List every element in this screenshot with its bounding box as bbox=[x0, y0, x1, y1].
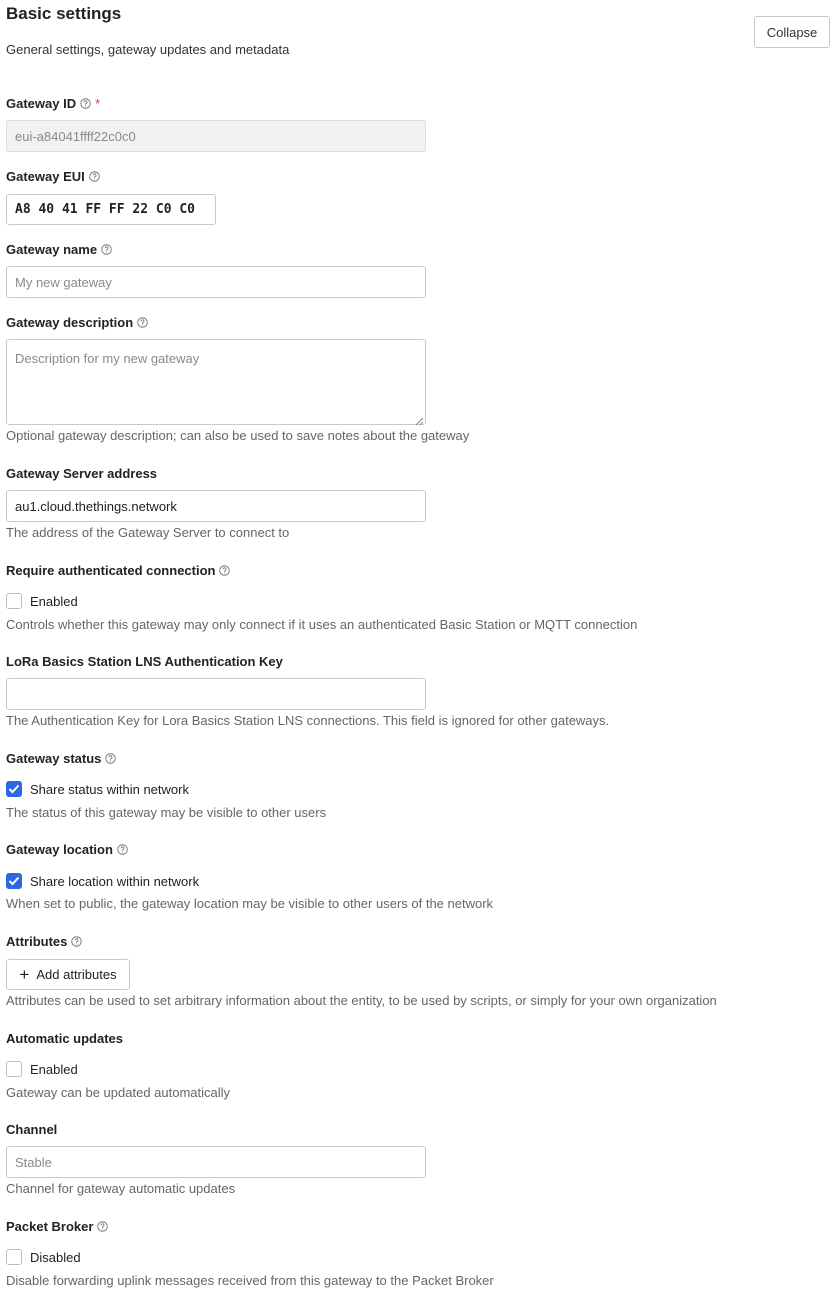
attributes-label bbox=[6, 934, 82, 949]
gateway-status-checkbox[interactable] bbox=[6, 781, 22, 797]
gateway-location-checkbox-row[interactable] bbox=[6, 873, 199, 889]
packet-broker-label bbox=[6, 1219, 108, 1234]
packet-broker-checkbox-row[interactable] bbox=[6, 1249, 81, 1265]
automatic-updates-help: Gateway can be updated automatically bbox=[6, 1085, 231, 1100]
gateway-id-input[interactable]: eui-a84041ffff22c0c0 bbox=[6, 120, 426, 152]
resize-handle-icon[interactable] bbox=[415, 414, 424, 423]
gateway-status-help: The status of this gateway may be visible to other users bbox=[6, 805, 327, 820]
attributes-label-text: Attributes bbox=[6, 934, 68, 949]
gateway-server-address-label-text: Gateway Server address bbox=[6, 466, 158, 481]
gateway-description-textarea[interactable] bbox=[6, 339, 426, 425]
gateway-description-help: Optional gateway description; can also be used to save notes about the gateway bbox=[6, 428, 470, 443]
require-auth-checkbox-label: Enabled bbox=[30, 593, 78, 609]
gateway-eui-label bbox=[6, 169, 100, 184]
gateway-name-placeholder: My new gateway bbox=[15, 274, 112, 290]
help-circle-icon[interactable] bbox=[80, 98, 91, 109]
require-auth-help: Controls whether this gateway may only connect if it uses an authenticated Basic Station or MQTT connection bbox=[6, 617, 638, 632]
gateway-location-checkbox-label: Share location within network bbox=[30, 873, 200, 889]
gateway-location-help: When set to public, the gateway location may be visible to other users of the network bbox=[6, 896, 494, 911]
gateway-description-label-text: Gateway description bbox=[6, 315, 134, 330]
gateway-location-label-text: Gateway location bbox=[6, 842, 113, 857]
help-circle-icon[interactable] bbox=[97, 1221, 108, 1232]
help-circle-icon[interactable] bbox=[71, 936, 82, 947]
page-title: Basic settings bbox=[6, 4, 122, 23]
attributes-help: Attributes can be used to set arbitrary information about the entity, to be used by scripts, or simply for your own organization bbox=[6, 993, 717, 1008]
require-auth-label-text: Require authenticated connection bbox=[6, 563, 216, 578]
packet-broker-help: Disable forwarding uplink messages received from this gateway to the Packet Broker bbox=[6, 1273, 494, 1288]
channel-help: Channel for gateway automatic updates bbox=[6, 1181, 236, 1196]
gateway-description-placeholder: Description for my new gateway bbox=[15, 351, 200, 366]
channel-input[interactable] bbox=[6, 1146, 426, 1178]
help-circle-icon[interactable] bbox=[219, 565, 230, 576]
help-circle-icon[interactable] bbox=[89, 171, 100, 182]
gateway-server-address-input[interactable]: au1.cloud.thethings.network bbox=[6, 490, 426, 522]
help-circle-icon[interactable] bbox=[101, 244, 112, 255]
lns-key-label-text: LoRa Basics Station LNS Authentication Key bbox=[6, 654, 283, 669]
channel-label-text: Channel bbox=[6, 1122, 58, 1137]
gateway-server-address-label bbox=[6, 466, 157, 481]
automatic-updates-checkbox-row[interactable] bbox=[6, 1061, 78, 1077]
gateway-name-input[interactable] bbox=[6, 266, 426, 298]
add-attributes-label: Add attributes bbox=[36, 967, 117, 982]
gateway-name-label bbox=[6, 242, 112, 257]
help-circle-icon[interactable] bbox=[137, 317, 148, 328]
gateway-server-address-help: The address of the Gateway Server to connect to bbox=[6, 525, 290, 540]
require-auth-checkbox[interactable] bbox=[6, 593, 22, 609]
automatic-updates-label-text: Automatic updates bbox=[6, 1031, 124, 1046]
gateway-description-label bbox=[6, 315, 148, 330]
help-circle-icon[interactable] bbox=[117, 844, 128, 855]
add-attributes-button[interactable] bbox=[6, 959, 130, 990]
automatic-updates-checkbox[interactable] bbox=[6, 1061, 22, 1077]
packet-broker-checkbox-label: Disabled bbox=[30, 1249, 81, 1265]
plus-icon: + bbox=[19, 965, 30, 984]
required-asterisk: * bbox=[95, 96, 101, 111]
lns-key-label bbox=[6, 654, 283, 669]
lns-key-help: The Authentication Key for Lora Basics Station LNS connections. This field is ignored for other gateways. bbox=[6, 713, 610, 728]
gateway-id-label-text: Gateway ID bbox=[6, 96, 77, 111]
automatic-updates-checkbox-label: Enabled bbox=[30, 1061, 78, 1077]
gateway-status-checkbox-label: Share status within network bbox=[30, 781, 189, 797]
require-auth-checkbox-row[interactable] bbox=[6, 593, 78, 609]
page-subtitle: General settings, gateway updates and metadata bbox=[6, 42, 290, 57]
help-circle-icon[interactable] bbox=[105, 753, 116, 764]
channel-label bbox=[6, 1122, 57, 1137]
gateway-location-checkbox[interactable] bbox=[6, 873, 22, 889]
gateway-status-checkbox-row[interactable] bbox=[6, 781, 189, 797]
check-icon bbox=[8, 876, 20, 886]
collapse-button[interactable]: Collapse bbox=[754, 16, 830, 48]
gateway-id-label bbox=[6, 96, 100, 111]
gateway-name-label-text: Gateway name bbox=[6, 242, 98, 257]
gateway-eui-label-text: Gateway EUI bbox=[6, 169, 85, 184]
gateway-location-label bbox=[6, 842, 128, 857]
lns-key-input[interactable] bbox=[6, 678, 426, 710]
packet-broker-checkbox[interactable] bbox=[6, 1249, 22, 1265]
automatic-updates-label bbox=[6, 1031, 123, 1046]
packet-broker-label-text: Packet Broker bbox=[6, 1219, 94, 1234]
gateway-eui-input[interactable]: A8 40 41 FF FF 22 C0 C0 bbox=[6, 194, 216, 225]
gateway-status-label-text: Gateway status bbox=[6, 751, 102, 766]
require-auth-label bbox=[6, 563, 230, 578]
check-icon bbox=[8, 784, 20, 794]
gateway-status-label bbox=[6, 751, 116, 766]
channel-placeholder: Stable bbox=[15, 1154, 52, 1170]
